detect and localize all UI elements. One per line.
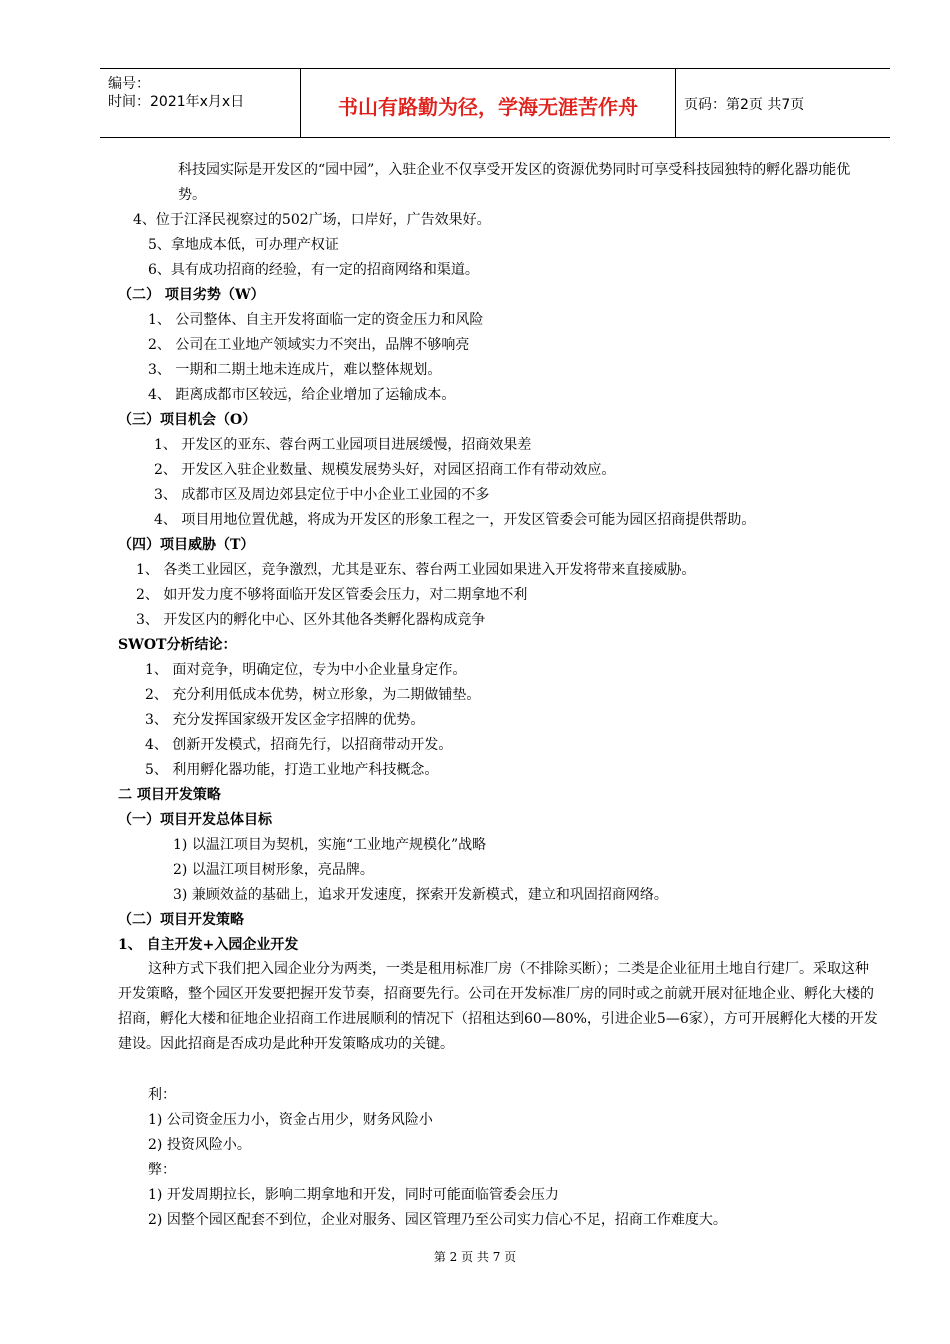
strategy-1-heading: 1、 自主开发+入园企业开发: [118, 937, 299, 953]
page-header: [100, 68, 890, 138]
header-motto: 书山有路勤为径，学海无涯苦作舟: [338, 95, 638, 119]
cons-item-2: 2) 因整个园区配套不到位，企业对服务、园区管理乃至公司实力信心不足，招商工作难度大。: [148, 1212, 727, 1228]
pros-label: 利：: [148, 1087, 176, 1103]
cons-label: 弊：: [148, 1162, 176, 1178]
opportunity-heading: （三）项目机会（O）: [118, 412, 257, 428]
header-page-cell: [676, 69, 890, 137]
strength-item-5: 5、拿地成本低，可办理产权证: [148, 237, 339, 253]
overall-goal-heading: （一）项目开发总体目标: [118, 812, 272, 828]
weakness-item-2: 2、 公司在工业地产领域实力不突出，品牌不够响亮: [148, 337, 470, 353]
opportunity-item-1: 1、 开发区的亚东、蓉台两工业园项目进展缓慢，招商效果差: [154, 437, 532, 453]
opportunity-item-2: 2、 开发区入驻企业数量、规模发展势头好，对园区招商工作有带动效应。: [154, 462, 616, 478]
threat-item-3: 3、 开发区内的孵化中心、区外其他各类孵化器构成竞争: [136, 612, 486, 628]
strength-item-4: 4、位于江泽民视察过的502广场，口岸好，广告效果好。: [133, 212, 491, 228]
conclusion-item-3: 3、 充分发挥国家级开发区金字招牌的优势。: [145, 712, 425, 728]
strategy-heading: （二）项目开发策略: [118, 912, 244, 928]
document-time-label: 时间：2021年x月x日: [108, 94, 245, 110]
weakness-item-1: 1、 公司整体、自主开发将面临一定的资金压力和风险: [148, 312, 484, 328]
goal-item-2: 2) 以温江项目树形象，亮品牌。: [173, 862, 374, 878]
threat-item-1: 1、 各类工业园区，竞争激烈，尤其是亚东、蓉台两工业园如果进入开发将带来直接威胁。: [136, 562, 696, 578]
threat-item-2: 2、 如开发力度不够将面临开发区管委会压力，对二期拿地不利: [136, 587, 528, 603]
intro-paragraph: 科技园实际是开发区的“园中园”，入驻企业不仅享受开发区的资源优势同时可享受科技园独特的孵化器功能优势。: [178, 162, 851, 203]
opportunity-item-3: 3、 成都市区及周边郊县定位于中小企业工业园的不多: [154, 487, 490, 503]
threat-heading: （四）项目威胁（T）: [118, 537, 255, 553]
section-2-heading: 二 项目开发策略: [118, 787, 221, 803]
goal-item-3: 3) 兼顾效益的基础上，追求开发速度，探索开发新模式，建立和巩固招商网络。: [173, 887, 668, 903]
conclusion-item-5: 5、 利用孵化器功能，打造工业地产科技概念。: [145, 762, 439, 778]
weakness-item-3: 3、 一期和二期土地未连成片，难以整体规划。: [148, 362, 442, 378]
opportunity-item-4: 4、 项目用地位置优越，将成为开发区的形象工程之一，开发区管委会可能为园区招商提供帮助。: [154, 512, 756, 528]
document-number-label: 编号：: [108, 76, 150, 92]
conclusion-item-2: 2、 充分利用低成本优势，树立形象，为二期做铺垫。: [145, 687, 481, 703]
header-motto-cell: [301, 69, 676, 137]
swot-conclusion-heading: SWOT分析结论：: [118, 637, 237, 653]
header-page-number: 页码：第2页 共7页: [684, 97, 805, 113]
conclusion-item-1: 1、 面对竞争，明确定位，专为中小企业量身定作。: [145, 662, 467, 678]
page-footer: 第 2 页 共 7 页: [433, 1250, 517, 1264]
header-meta-cell: [100, 69, 301, 137]
strength-item-6: 6、具有成功招商的经验，有一定的招商网络和渠道。: [148, 262, 479, 278]
pros-item-1: 1) 公司资金压力小，资金占用少，财务风险小: [148, 1112, 433, 1128]
cons-item-1: 1) 开发周期拉长，影响二期拿地和开发，同时可能面临管委会压力: [148, 1187, 559, 1203]
weakness-item-4: 4、 距离成都市区较远，给企业增加了运输成本。: [148, 387, 456, 403]
weakness-heading: （二） 项目劣势（W）: [118, 287, 265, 303]
goal-item-1: 1) 以温江项目为契机，实施“工业地产规模化”战略: [173, 837, 487, 853]
strategy-1-paragraph: 这种方式下我们把入园企业分为两类，一类是租用标准厂房（不排除买断）；二类是企业征用土地自行建厂。采取这种开发策略，整个园区开发要把握开发节奏，招商要先行。公司在开发标准厂房的同时或之前就开展对征地企业、孵化大楼的招商，孵化大楼和征地企业招商工作进展顺利的情况下（招租达到60—80%，引进企业5—6家），方可开展孵化大楼的开发建设。因此招商是否成功是此种开发策略成功的关键。: [118, 961, 878, 1052]
pros-item-2: 2) 投资风险小。: [148, 1137, 251, 1153]
conclusion-item-4: 4、 创新开发模式，招商先行，以招商带动开发。: [145, 737, 453, 753]
